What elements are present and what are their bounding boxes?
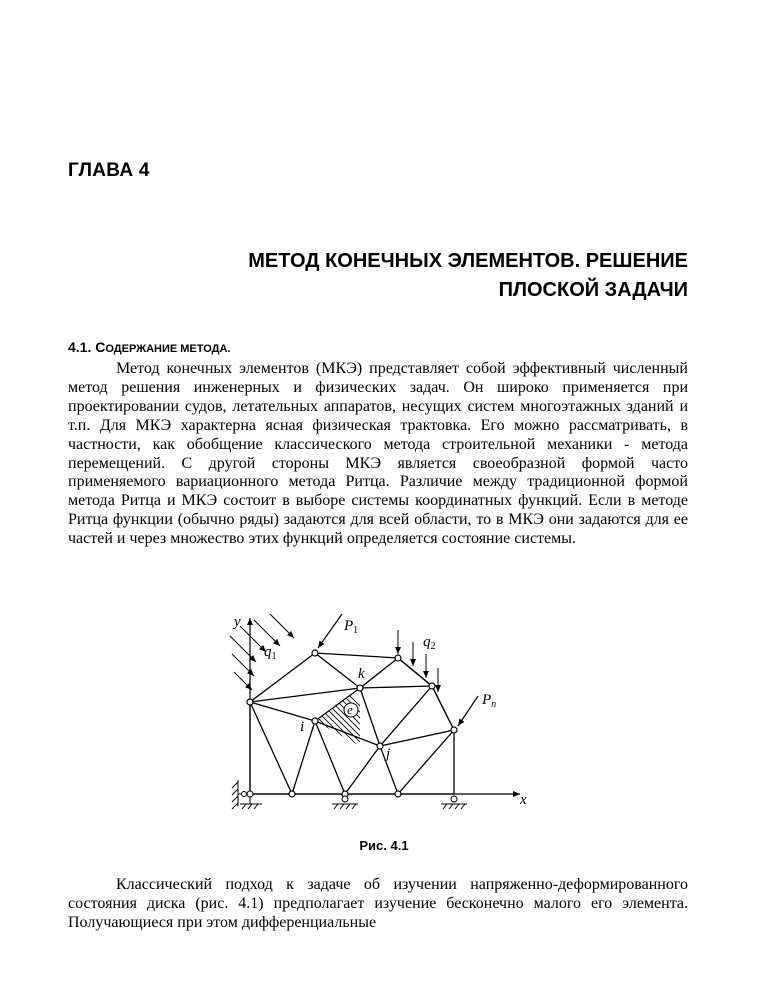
section-heading-number: 4.1. С [68, 339, 106, 355]
load-pn-label: $P_n$ [482, 692, 497, 710]
mesh [250, 653, 454, 794]
chapter-title-line-2: ПЛОСКОЙ ЗАДАЧИ [498, 279, 688, 301]
load-p1-arrow [318, 614, 342, 648]
figure-fem-disk [220, 606, 540, 841]
load-q1-arrows [230, 636, 256, 690]
load-p1-label: $P_1$ [344, 618, 359, 636]
fem-diagram [220, 606, 540, 836]
chapter-title-line-1: МЕТОД КОНЕЧНЫХ ЭЛЕМЕНТОВ. РЕШЕНИЕ [248, 250, 688, 272]
x-axis-label: x [520, 792, 527, 808]
chapter-heading: ГЛАВА 4 [68, 160, 150, 181]
chapter-title [150, 247, 688, 305]
roller-support-right [441, 796, 467, 809]
element-label-e: e [347, 702, 353, 717]
node-label-i: i [300, 719, 305, 735]
node-label-j: j [386, 746, 391, 762]
section-heading [68, 339, 230, 355]
paragraph-classic-approach: Классический подход к задаче об изучении напряженно-деформированного состояния диска (рис. 4.1) предполагает изучение бесконечно малого его элемента. Получающиеся при этом дифференциальные [68, 876, 688, 931]
node-label-k: k [358, 666, 365, 682]
figure-caption: Рис. 4.1 [359, 838, 409, 853]
section-heading-text: ОДЕРЖАНИЕ МЕТОДА. [105, 343, 231, 355]
load-q1-label: $q_1$ [264, 644, 277, 662]
roller-support-middle [332, 796, 358, 809]
load-pn-arrow [458, 696, 478, 726]
paragraph-intro: Метод конечных элементов (МКЭ) представляет собой эффективный численный метод решения инженерных и физических задач. Он широко применяется при проектировании судов, летательных аппаратов, несущих систем многоэтажных зданий и т.п. Для МКЭ характерна ясная физическая трактовка. Его можно рассматривать, в частности, как обобщение классического метода строительной механики - метода перемещений. С другой стороны МКЭ является своеобразной формой часто применяемого вариационного метода Ритца. Различие между традиционной формой метода Ритца и МКЭ состоит в выборе системы координатных функций. Если в методе Ритца функции (обычно ряды) задаются для всей области, то в МКЭ они задаются для ее частей и через множество этих функций определяется состояние системы. [68, 360, 688, 548]
load-q2-label: $q_2$ [423, 634, 436, 652]
y-axis-label: y [234, 614, 241, 630]
